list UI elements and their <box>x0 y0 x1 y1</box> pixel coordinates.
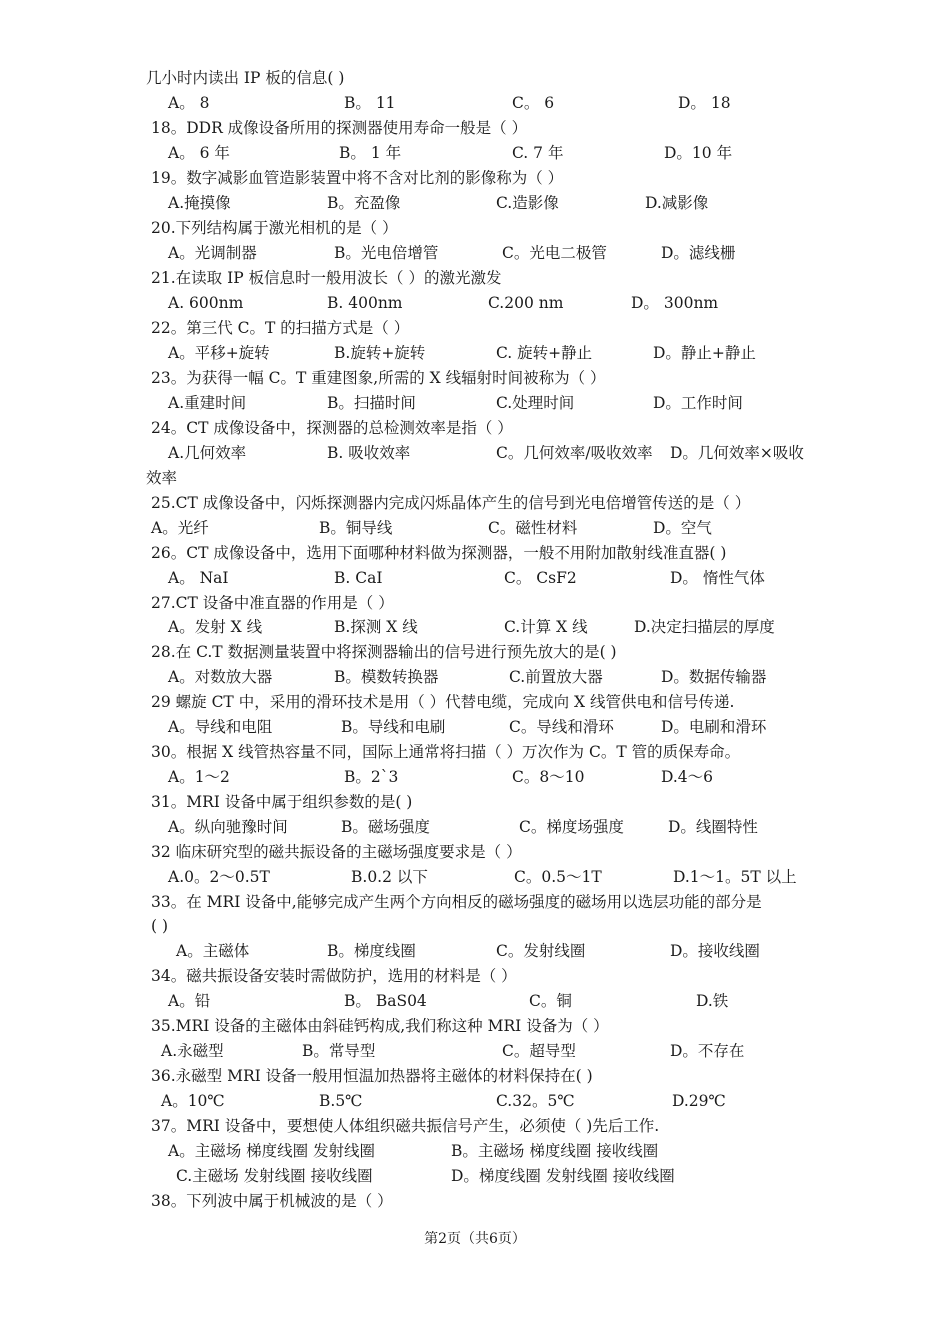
question-text <box>0 66 950 91</box>
option-text: D.铁 <box>696 992 729 1010</box>
option-text: B.探测 X 线 <box>334 618 418 636</box>
line-text: 24。CT 成像设备中，探测器的总检测效率是指（ ） <box>151 419 513 437</box>
question-text <box>0 1014 950 1039</box>
option-text: C。磁性材料 <box>488 519 578 537</box>
option-text: A.几何效率 <box>168 444 247 462</box>
option-text: B.旋转+旋转 <box>334 344 426 362</box>
line-text: ( ) <box>151 917 169 935</box>
line-text: 23。为获得一幅 C。T 重建图象,所需的 X 线辐射时间被称为（ ） <box>151 369 606 387</box>
options-row <box>0 391 950 416</box>
line-text: 25.CT 成像设备中，闪烁探测器内完成闪烁晶体产生的信号到光电倍增管传送的是（ ） <box>151 494 751 512</box>
option-text: A.永磁型 <box>161 1042 224 1060</box>
line-text: 20.下列结构属于激光相机的是（ ） <box>151 219 398 237</box>
options-row <box>0 1164 950 1189</box>
option-text: A。对数放大器 <box>168 668 273 686</box>
line-text: 29 螺旋 CT 中，采用的滑环技术是用（ ）代替电缆，完成向 X 线管供电和信号传递. <box>151 693 735 711</box>
line-text: 32 临床研究型的磁共振设备的主磁场强度要求是（ ） <box>151 843 522 861</box>
option-text: D。 18 <box>678 94 731 112</box>
option-text: C.处理时间 <box>496 394 575 412</box>
option-text: B. 400nm <box>327 294 403 312</box>
option-text: A。纵向驰豫时间 <box>168 818 288 836</box>
question-text <box>0 216 950 241</box>
question-text <box>0 1189 950 1214</box>
option-text: D。接收线圈 <box>670 942 760 960</box>
option-text: A.0。2～0.5T <box>168 868 270 886</box>
option-text: D。10 年 <box>664 144 733 162</box>
option-text: D.29℃ <box>672 1092 726 1110</box>
option-text: A. 600nm <box>168 294 244 312</box>
page-footer: 第2页（共6页） <box>424 1231 526 1247</box>
option-text: D。 300nm <box>631 294 719 312</box>
question-text <box>0 541 950 566</box>
option-text: A。1～2 <box>168 768 230 786</box>
option-text: A。 NaI <box>168 569 229 587</box>
options-row <box>0 665 950 690</box>
option-text: C. 7 年 <box>512 144 564 162</box>
line-text: 26。CT 成像设备中，选用下面哪种材料做为探测器，一般不用附加散射线准直器( ) <box>151 544 727 562</box>
option-text: B。铜导线 <box>319 519 393 537</box>
options-row <box>0 441 950 466</box>
options-row <box>0 989 950 1014</box>
option-text: D。不存在 <box>670 1042 745 1060</box>
options-row <box>0 1139 950 1164</box>
option-text: B。模数转换器 <box>334 668 439 686</box>
option-text: B。扫描时间 <box>327 394 416 412</box>
option-text: A。发射 X 线 <box>168 618 263 636</box>
option-text: B。 BaS04 <box>344 992 427 1010</box>
option-text: B。充盈像 <box>327 194 401 212</box>
question-text <box>0 316 950 341</box>
question-text <box>0 1064 950 1089</box>
question-text <box>0 914 950 939</box>
options-row <box>0 939 950 964</box>
option-text: D。空气 <box>653 519 712 537</box>
option-text: C。发射线圈 <box>496 942 586 960</box>
options-row <box>0 615 950 640</box>
option-text: D。工作时间 <box>653 394 743 412</box>
options-row <box>0 241 950 266</box>
option-text: B。导线和电刷 <box>341 718 446 736</box>
option-text: A.重建时间 <box>168 394 247 412</box>
line-text: 38。下列波中属于机械波的是（ ） <box>151 1192 393 1210</box>
question-text <box>0 740 950 765</box>
option-text: D.1～1。5T 以上 <box>673 868 797 886</box>
question-text <box>0 416 950 441</box>
option-text: C。超导型 <box>502 1042 576 1060</box>
options-row <box>0 566 950 591</box>
question-text <box>0 116 950 141</box>
option-text: B. CaI <box>334 569 383 587</box>
option-text: D。电刷和滑环 <box>661 718 767 736</box>
options-row <box>0 1039 950 1064</box>
option-text: A。光调制器 <box>168 244 257 262</box>
option-text: D。几何效率×吸收 <box>670 444 804 462</box>
line-text: 19。数字减影血管造影装置中将不含对比剂的影像称为（ ） <box>151 169 564 187</box>
line-text: 33。在 MRI 设备中,能够完成产生两个方向相反的磁场强度的磁场用以选层功能的部分是 <box>151 893 762 911</box>
question-text <box>0 964 950 989</box>
options-row <box>0 516 950 541</box>
option-text: C.计算 X 线 <box>504 618 588 636</box>
line-text: 31。MRI 设备中属于组织参数的是( ) <box>151 793 413 811</box>
options-row <box>0 1089 950 1114</box>
option-text: A。主磁场 梯度线圈 发射线圈 <box>168 1142 376 1160</box>
option-text: D.减影像 <box>645 194 709 212</box>
options-row <box>0 715 950 740</box>
option-text: D。线圈特性 <box>668 818 758 836</box>
option-text: A。平移+旋转 <box>168 344 270 362</box>
option-text: A。 6 年 <box>168 144 230 162</box>
option-text: C.主磁场 发射线圈 接收线圈 <box>176 1167 373 1185</box>
option-text: B.0.2 以下 <box>351 868 428 886</box>
question-text <box>0 166 950 191</box>
line-text: 21.在读取 IP 板信息时一般用波长（ ）的激光激发 <box>151 269 502 287</box>
options-row <box>0 865 950 890</box>
option-text: C.32。5℃ <box>496 1092 575 1110</box>
option-text: B。 11 <box>344 94 396 112</box>
option-text: D。静止+静止 <box>653 344 756 362</box>
question-text <box>0 266 950 291</box>
option-text: A。10℃ <box>161 1092 225 1110</box>
line-text: 18。DDR 成像设备所用的探测器使用寿命一般是（ ） <box>151 119 528 137</box>
option-text: B。光电倍增管 <box>334 244 439 262</box>
option-text: C。 6 <box>512 94 555 112</box>
line-text: 36.永磁型 MRI 设备一般用恒温加热器将主磁体的材料保持在( ) <box>151 1067 593 1085</box>
question-text <box>0 890 950 915</box>
option-text: A。导线和电阻 <box>168 718 273 736</box>
options-row <box>0 815 950 840</box>
options-row <box>0 291 950 316</box>
question-text <box>0 366 950 391</box>
line-text: 37。MRI 设备中，要想使人体组织磁共振信号产生，必须使（ )先后工作. <box>151 1117 660 1135</box>
option-text: A.掩摸像 <box>168 194 231 212</box>
line-text: 28.在 C.T 数据测量装置中将探测器输出的信号进行预先放大的是( ) <box>151 643 617 661</box>
question-text <box>0 640 950 665</box>
option-text: B。主磁场 梯度线圈 接收线圈 <box>451 1142 659 1160</box>
line-text: 22。第三代 C。T 的扫描方式是（ ） <box>151 319 410 337</box>
option-text: D。数据传输器 <box>661 668 767 686</box>
line-text: 30。根据 X 线管热容量不同，国际上通常将扫描（ ）万次作为 C。T 管的质保寿命。 <box>151 743 741 761</box>
options-row <box>0 765 950 790</box>
options-row <box>0 341 950 366</box>
options-row <box>0 91 950 116</box>
option-text: B。 1 年 <box>339 144 402 162</box>
option-text: B. 吸收效率 <box>327 444 411 462</box>
option-text: C. 旋转+静止 <box>496 344 593 362</box>
option-text: D。 惰性气体 <box>670 569 765 587</box>
line-text: 35.MRI 设备的主磁体由斜硅钙构成,我们称这种 MRI 设备为（ ） <box>151 1017 609 1035</box>
option-text: B。梯度线圈 <box>327 942 416 960</box>
option-text: C。8～10 <box>512 768 585 786</box>
option-text: C。光电二极管 <box>502 244 607 262</box>
option-text: D.决定扫描层的厚度 <box>634 618 775 636</box>
option-text: A。 8 <box>168 94 210 112</box>
option-text: C.200 nm <box>488 294 564 312</box>
option-text: D。滤线栅 <box>661 244 736 262</box>
option-text: C.前置放大器 <box>509 668 603 686</box>
option-text: B。常导型 <box>302 1042 376 1060</box>
option-text: B.5℃ <box>319 1092 363 1110</box>
option-text: A。光纤 <box>151 519 209 537</box>
option-text: A。主磁体 <box>176 942 250 960</box>
line-text: 效率 <box>146 469 178 487</box>
options-row <box>0 141 950 166</box>
line-text: 几小时内读出 IP 板的信息( ) <box>146 69 345 87</box>
question-text <box>0 840 950 865</box>
option-text: D。梯度线圈 发射线圈 接收线圈 <box>451 1167 675 1185</box>
line-text: 27.CT 设备中准直器的作用是（ ） <box>151 594 394 612</box>
option-text: D.4～6 <box>661 768 714 786</box>
option-text: B。磁场强度 <box>341 818 430 836</box>
question-text <box>0 790 950 815</box>
option-text: B。2ˋ3 <box>344 768 399 786</box>
option-text: C。铜 <box>529 992 572 1010</box>
question-text <box>0 466 950 491</box>
option-text: C。 CsF2 <box>504 569 577 587</box>
line-text: 34。磁共振设备安装时需做防护，选用的材料是（ ） <box>151 967 517 985</box>
option-text: C。几何效率/吸收效率 <box>496 444 653 462</box>
question-text <box>0 690 950 715</box>
options-row <box>0 191 950 216</box>
question-text <box>0 1114 950 1139</box>
option-text: C.造影像 <box>496 194 559 212</box>
option-text: C。0.5～1T <box>514 868 602 886</box>
question-text <box>0 591 950 616</box>
question-text <box>0 491 950 516</box>
option-text: C。梯度场强度 <box>519 818 624 836</box>
option-text: A。铅 <box>168 992 211 1010</box>
option-text: C。导线和滑环 <box>509 718 614 736</box>
